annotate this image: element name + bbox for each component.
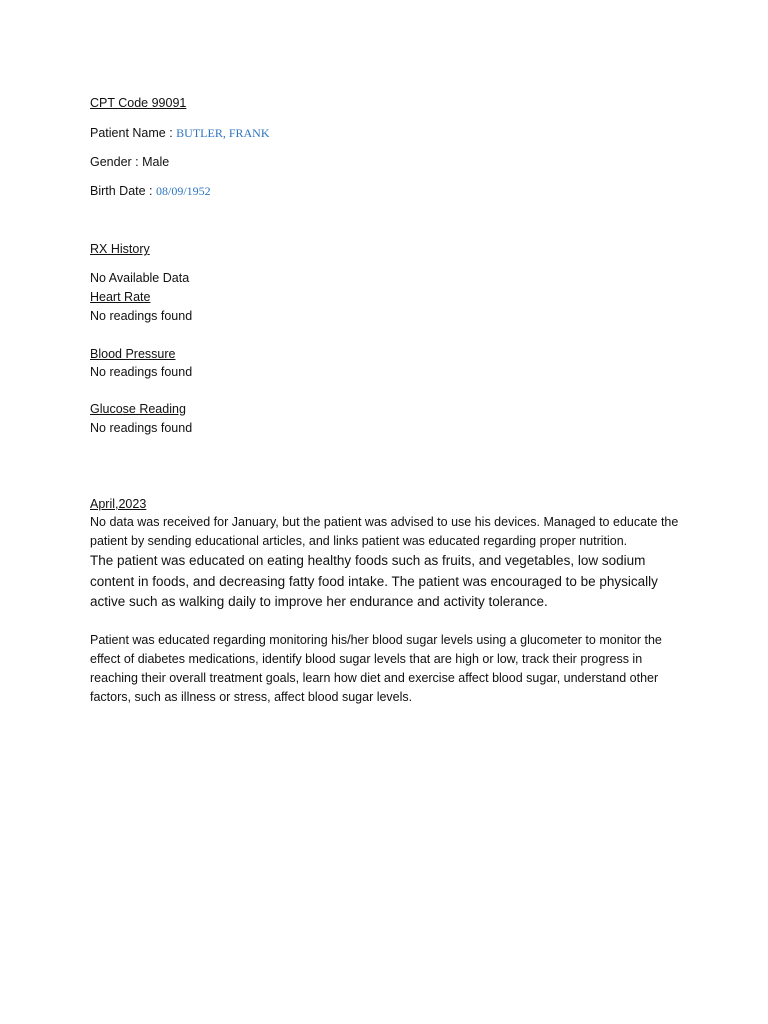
blood-pressure-title: Blood Pressure: [90, 347, 176, 361]
heart-rate-title: Heart Rate: [90, 290, 151, 304]
rx-history-value: No Available Data: [90, 271, 190, 285]
heart-rate-value: No readings found: [90, 309, 193, 323]
patient-name-value: BUTLER, FRANK: [176, 126, 270, 140]
note-date: April,2023: [90, 497, 147, 511]
glucose-reading-title: Glucose Reading: [90, 402, 186, 416]
patient-name-row: [90, 125, 270, 141]
gender-label: Gender :: [90, 155, 143, 169]
birth-date-label: Birth Date :: [90, 184, 156, 198]
note-paragraph-1a: No data was received for January, but the patient was advised to use his devices. Managed to educate the patient by sending educational articles, and links patient was educated regarding proper nutrition.: [90, 515, 679, 548]
glucose-reading-value: No readings found: [90, 421, 193, 435]
note-paragraph-2: Patient was educated regarding monitoring his/her blood sugar levels using a glucometer to monitor the effect of diabetes medications, identify blood sugar levels that are high or low, track their progress in reaching their overall treatment goals, learn how diet and exercise affect blood sugar, understand other factors, such as illness or stress, affect blood sugar levels.: [90, 633, 662, 704]
gender-row: [90, 154, 169, 170]
birth-date-row: [90, 183, 211, 199]
patient-name-label: Patient Name :: [90, 126, 177, 140]
cpt-code-heading: CPT Code 99091: [90, 96, 187, 110]
blood-pressure-value: No readings found: [90, 365, 193, 379]
note-paragraph-1b: The patient was educated on eating healthy foods such as fruits, and vegetables, low sodium content in foods, and decreasing fatty food intake. The patient was encouraged to be physically active such as walking daily to improve her endurance and activity tolerance.: [90, 553, 658, 609]
gender-value: Male: [142, 155, 170, 169]
birth-date-value: 08/09/1952: [156, 184, 211, 198]
rx-history-title: RX History: [90, 242, 150, 256]
